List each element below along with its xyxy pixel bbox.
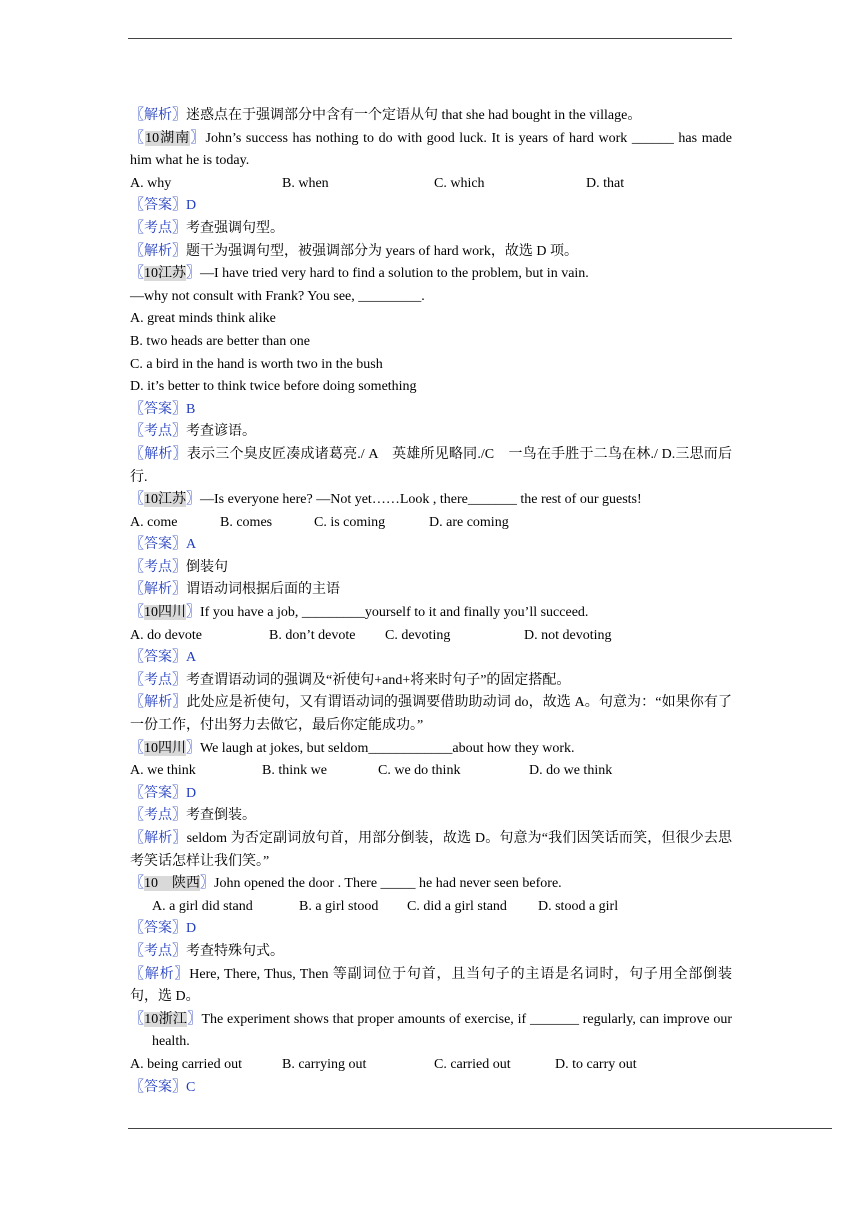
answer-line xyxy=(130,783,732,806)
question-text: The experiment shows that proper amounts of exercise, if _______ regularly, can improve our health. xyxy=(152,1011,732,1050)
analysis-text: Here, There, Thus, Then 等副词位于句首，且当句子的主语是名词时，句子用全部倒装句，选 D。 xyxy=(130,966,733,1005)
question-text: —I have tried very hard to find a solution to the problem, but in vain. xyxy=(200,266,589,282)
source-bracket-close: 〗 xyxy=(190,130,206,146)
answer-line xyxy=(130,1077,732,1100)
answer-label: 〖答案〗 xyxy=(130,1079,186,1095)
analysis-label: 〖解析〗 xyxy=(130,108,186,123)
source-bracket-open: 〖 xyxy=(130,266,144,282)
option-b: B. think we xyxy=(262,763,327,779)
question-text: If you have a job, _________yourself to it and finally you’ll succeed. xyxy=(200,605,589,621)
body-text: —why not consult with Frank? You see, _________. xyxy=(130,288,425,304)
source-bracket-close: 〗 xyxy=(186,492,200,508)
question-line xyxy=(130,489,732,512)
text-line xyxy=(130,286,732,309)
analysis-label: 〖解析〗 xyxy=(130,446,187,462)
question-line xyxy=(130,1009,732,1054)
text-line xyxy=(130,331,732,354)
source-bracket-close: 〗 xyxy=(187,1011,202,1027)
text-line xyxy=(130,354,732,377)
body-text: A. great minds think alike xyxy=(130,311,276,327)
source-bracket-open: 〖 xyxy=(130,605,144,621)
analysis-label: 〖解析〗 xyxy=(130,966,190,982)
body-text: B. two heads are better than one xyxy=(130,333,310,349)
question-text: John’s success has nothing to do with good luck. It is years of hard work ______ has made him what he is today. xyxy=(130,130,733,169)
jiexi-line xyxy=(130,828,732,873)
source-bracket-close: 〗 xyxy=(200,876,214,892)
option-d: D. are coming xyxy=(429,514,509,530)
options-row xyxy=(130,173,732,196)
answer-value: D xyxy=(186,785,197,801)
answer-label: 〖答案〗 xyxy=(130,650,186,666)
option-d: D. that xyxy=(586,175,625,191)
answer-label: 〖答案〗 xyxy=(130,921,186,937)
key-point-label: 〖考点〗 xyxy=(130,220,186,236)
jiexi-line xyxy=(130,444,732,489)
question-source: 10江苏 xyxy=(144,492,186,508)
body-text: D. it’s better to think twice before doing something xyxy=(130,379,417,395)
options-row xyxy=(130,625,732,648)
answer-value: A xyxy=(186,650,197,666)
option-c: C. which xyxy=(434,175,485,191)
question-source: 10四川 xyxy=(144,740,186,756)
option-b: B. a girl stood xyxy=(299,898,379,914)
analysis-text: 题干为强调句型，被强调部分为 years of hard work，故选 D 项。 xyxy=(186,243,578,259)
analysis-label: 〖解析〗 xyxy=(130,695,187,711)
kaodian-line xyxy=(130,557,732,580)
question-text: John opened the door . There _____ he had never seen before. xyxy=(214,876,562,892)
source-bracket-close: 〗 xyxy=(186,266,200,282)
question-text: —Is everyone here? —Not yet……Look , there_______ the rest of our guests! xyxy=(200,492,642,508)
question-source: 10浙江 xyxy=(144,1011,188,1027)
header-rule xyxy=(128,38,732,39)
option-a: A. we think xyxy=(130,763,196,779)
question-source: 10四川 xyxy=(144,605,186,621)
analysis-text: 迷惑点在于强调部分中含有一个定语从句 that she had bought in the village。 xyxy=(186,108,642,123)
answer-value: B xyxy=(186,401,196,417)
question-line xyxy=(130,263,732,286)
option-d: D. not devoting xyxy=(524,627,612,643)
question-line xyxy=(130,873,732,896)
kaodian-line xyxy=(130,670,732,693)
footer-rule xyxy=(128,1128,832,1129)
jiexi-line xyxy=(130,692,732,737)
analysis-text: 表示三个臭皮匠凑成诸葛亮./ A 英雄所见略同./C 一鸟在手胜于二鸟在林./ D.三思而后行. xyxy=(130,446,733,485)
option-c: C. is coming xyxy=(314,514,386,530)
answer-line xyxy=(130,399,732,422)
option-b: B. when xyxy=(282,175,329,191)
answer-line xyxy=(130,534,732,557)
option-b: B. comes xyxy=(220,514,273,530)
option-a: A. do devote xyxy=(130,627,202,643)
analysis-label: 〖解析〗 xyxy=(130,243,186,259)
answer-value: C xyxy=(186,1079,196,1095)
answer-value: A xyxy=(186,537,197,553)
key-point-text: 考查谚语。 xyxy=(186,424,256,440)
analysis-label: 〖解析〗 xyxy=(130,582,186,598)
question-source: 10 陕西 xyxy=(144,876,200,892)
options-row xyxy=(130,896,732,919)
source-bracket-open: 〖 xyxy=(130,876,144,892)
key-point-label: 〖考点〗 xyxy=(130,424,186,440)
question-source: 10江苏 xyxy=(144,266,186,282)
source-bracket-open: 〖 xyxy=(130,740,144,756)
source-bracket-open: 〖 xyxy=(130,1011,145,1027)
options-row xyxy=(130,760,732,783)
answer-value: D xyxy=(186,198,197,214)
answer-label: 〖答案〗 xyxy=(130,401,186,417)
options-row xyxy=(130,512,732,535)
answer-label: 〖答案〗 xyxy=(130,198,186,214)
analysis-text: 谓语动词根据后面的主语 xyxy=(186,582,340,598)
options-row xyxy=(130,1054,732,1077)
question-line xyxy=(130,602,732,625)
option-a: A. being carried out xyxy=(130,1056,242,1072)
source-bracket-close: 〗 xyxy=(186,605,200,621)
option-c: C. we do think xyxy=(378,763,461,779)
option-b: B. carrying out xyxy=(282,1056,367,1072)
key-point-text: 考查强调句型。 xyxy=(186,220,284,236)
option-c: C. carried out xyxy=(434,1056,511,1072)
question-line xyxy=(130,738,732,761)
kaodian-line xyxy=(130,805,732,828)
answer-label: 〖答案〗 xyxy=(130,537,186,553)
answer-line xyxy=(130,647,732,670)
option-d: D. stood a girl xyxy=(538,898,619,914)
jiexi-line xyxy=(130,579,732,602)
key-point-text: 考查谓语动词的强调及“祈使句+and+将来时句子”的固定搭配。 xyxy=(186,672,571,688)
question-source: 10湖南 xyxy=(145,130,191,146)
kaodian-line xyxy=(130,941,732,964)
option-d: D. to carry out xyxy=(555,1056,637,1072)
source-bracket-open: 〖 xyxy=(130,130,146,146)
analysis-text: 此处应是祈使句，又有谓语动词的强调要借助助动词 do，故选 A。句意为：“如果你有了一份工作，付出努力去做它，最后你定能成功。” xyxy=(130,695,733,734)
source-bracket-close: 〗 xyxy=(186,740,200,756)
key-point-text: 考查倒装。 xyxy=(186,808,256,824)
question-text: We laugh at jokes, but seldom____________about how they work. xyxy=(200,740,575,756)
answer-label: 〖答案〗 xyxy=(130,785,186,801)
key-point-label: 〖考点〗 xyxy=(130,808,186,824)
source-bracket-open: 〖 xyxy=(130,492,144,508)
option-a: A. a girl did stand xyxy=(152,898,253,914)
key-point-label: 〖考点〗 xyxy=(130,559,186,575)
answer-line xyxy=(130,918,732,941)
key-point-text: 倒装句 xyxy=(186,559,228,575)
option-b: B. don’t devote xyxy=(269,627,356,643)
answer-line xyxy=(130,195,732,218)
jiexi-line xyxy=(130,241,732,264)
option-d: D. do we think xyxy=(529,763,613,779)
option-a: A. why xyxy=(130,175,172,191)
option-a: A. come xyxy=(130,514,178,530)
analysis-text: seldom 为否定副词放句首，用部分倒装，故选 D。句意为“我们因笑话而笑，但很少去思考笑话怎样让我们笑。” xyxy=(130,831,732,869)
text-line xyxy=(130,308,732,331)
analysis-label: 〖解析〗 xyxy=(130,831,187,846)
body-text: C. a bird in the hand is worth two in the bush xyxy=(130,356,383,372)
answer-value: D xyxy=(186,921,197,937)
jiexi-line xyxy=(130,105,732,128)
key-point-label: 〖考点〗 xyxy=(130,943,186,959)
jiexi-line xyxy=(130,964,732,1009)
option-c: C. devoting xyxy=(385,627,451,643)
question-line xyxy=(130,128,732,173)
kaodian-line xyxy=(130,421,732,444)
key-point-label: 〖考点〗 xyxy=(130,672,186,688)
key-point-text: 考查特殊句式。 xyxy=(186,943,284,959)
option-c: C. did a girl stand xyxy=(407,898,507,914)
kaodian-line xyxy=(130,218,732,241)
text-line xyxy=(130,376,732,399)
document-body xyxy=(130,105,732,1099)
